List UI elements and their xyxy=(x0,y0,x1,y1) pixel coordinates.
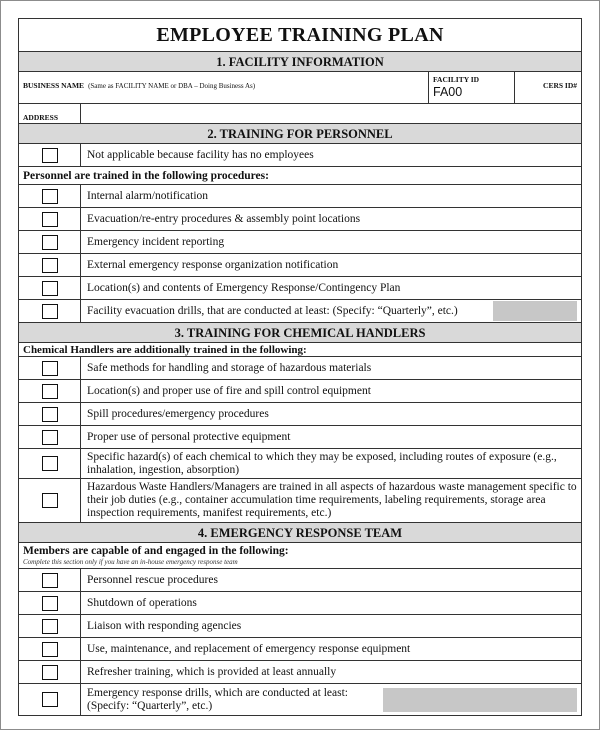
checklist-row xyxy=(19,380,581,403)
checklist-row xyxy=(19,208,581,231)
checkbox-cell xyxy=(19,661,81,683)
address-field[interactable] xyxy=(81,104,581,123)
checklist-item-cell xyxy=(81,300,581,322)
facility-id-label: FACILITY ID xyxy=(433,75,480,84)
checklist-item-text: Liaison with responding agencies xyxy=(87,619,242,632)
checklist-row xyxy=(19,231,581,254)
checklist-row-not-applicable xyxy=(19,144,581,167)
checkbox-cell xyxy=(19,426,81,448)
checkbox[interactable] xyxy=(42,407,58,422)
checklist-row xyxy=(19,661,581,684)
checklist-item-text: Specific hazard(s) of each chemical to which they may be exposed, including routes of exposure (e.g., inhalation, ingestion, absorption) xyxy=(87,450,557,476)
checkbox[interactable] xyxy=(42,281,58,296)
checkbox-cell xyxy=(19,638,81,660)
checklist-row xyxy=(19,357,581,380)
checkbox[interactable] xyxy=(42,304,58,319)
checklist-row xyxy=(19,300,581,323)
section-3-subheading: Chemical Handlers are additionally trained in the following: xyxy=(19,343,581,357)
checkbox[interactable] xyxy=(42,456,58,471)
checkbox[interactable] xyxy=(42,189,58,204)
specify-frequency-field[interactable] xyxy=(383,688,577,712)
checkbox-cell xyxy=(19,380,81,402)
business-name-row xyxy=(19,72,581,104)
checklist-item-text: Facility evacuation drills, that are conducted at least: (Specify: “Quarterly”, etc.) xyxy=(87,304,458,317)
form-title: EMPLOYEE TRAINING PLAN xyxy=(19,19,581,52)
address-row xyxy=(19,104,581,124)
business-name-label: BUSINESS NAME xyxy=(23,81,85,90)
checklist-item-text: Use, maintenance, and replacement of emergency response equipment xyxy=(87,642,411,655)
checkbox[interactable] xyxy=(42,148,58,163)
checkbox-cell xyxy=(19,277,81,299)
checkbox-cell xyxy=(19,357,81,379)
checkbox-cell xyxy=(19,403,81,425)
checklist-item-text: Shutdown of operations xyxy=(87,596,197,609)
checkbox-cell xyxy=(19,592,81,614)
checklist-item-text: Hazardous Waste Handlers/Managers are trained in all aspects of hazardous waste management specific to their job duties (e.g., container accumulation time requirements, labeling requirements, storage area inspection requirements, manifest requirements, etc.) xyxy=(87,481,577,519)
section-4-heading: 4. EMERGENCY RESPONSE TEAM xyxy=(19,523,581,543)
checkbox[interactable] xyxy=(42,258,58,273)
checkbox-cell xyxy=(19,479,81,522)
checklist-row xyxy=(19,449,581,479)
checklist-row xyxy=(19,615,581,638)
checkbox[interactable] xyxy=(42,430,58,445)
checkbox-cell xyxy=(19,185,81,207)
section-4-note: Complete this section only if you have an in-house emergency response team xyxy=(23,558,238,566)
checklist-item-text: Location(s) and contents of Emergency Response/Contingency Plan xyxy=(87,281,401,294)
checkbox[interactable] xyxy=(42,692,58,707)
checklist-row xyxy=(19,277,581,300)
business-name-field[interactable] xyxy=(19,72,429,103)
checkbox[interactable] xyxy=(42,596,58,611)
checklist-item-text: Personnel rescue procedures xyxy=(87,573,218,586)
checklist-item-text: Refresher training, which is provided at least annually xyxy=(87,665,337,678)
section-2-subheading: Personnel are trained in the following procedures: xyxy=(19,167,581,185)
training-plan-form xyxy=(18,18,582,716)
checklist-item-text: Emergency incident reporting xyxy=(87,235,225,248)
checkbox-cell xyxy=(19,254,81,276)
checkbox-cell xyxy=(19,569,81,591)
checklist-row xyxy=(19,403,581,426)
address-label: ADDRESS xyxy=(23,113,59,122)
checkbox[interactable] xyxy=(42,384,58,399)
checkbox[interactable] xyxy=(42,619,58,634)
checklist-row xyxy=(19,638,581,661)
business-name-note: (Same as FACILITY NAME or DBA – Doing Business As) xyxy=(88,82,256,90)
checklist-item-cell xyxy=(81,684,581,715)
checklist-item-text: Proper use of personal protective equipment xyxy=(87,430,291,443)
facility-id-field[interactable] xyxy=(429,72,515,103)
checkbox[interactable] xyxy=(42,493,58,508)
checklist-row xyxy=(19,479,581,523)
checkbox-cell xyxy=(19,615,81,637)
section-4-subheading-block xyxy=(19,543,581,569)
checkbox-cell xyxy=(19,231,81,253)
checkbox[interactable] xyxy=(42,573,58,588)
checklist-row xyxy=(19,569,581,592)
section-1-heading: 1. FACILITY INFORMATION xyxy=(19,52,581,72)
checklist-item-text: Internal alarm/notification xyxy=(87,189,209,202)
checkbox[interactable] xyxy=(42,361,58,376)
checklist-item-text: Safe methods for handling and storage of hazardous materials xyxy=(87,361,372,374)
facility-id-value: FA00 xyxy=(433,85,463,99)
checklist-item-text: Not applicable because facility has no employees xyxy=(87,148,314,161)
checklist-row xyxy=(19,254,581,277)
checkbox[interactable] xyxy=(42,235,58,250)
cers-id-field[interactable] xyxy=(515,72,581,103)
checkbox-cell xyxy=(19,300,81,322)
checklist-row xyxy=(19,185,581,208)
checklist-row xyxy=(19,592,581,615)
section-4-subheading: Members are capable of and engaged in the following: xyxy=(23,545,289,557)
checkbox[interactable] xyxy=(42,665,58,680)
checkbox-cell xyxy=(19,449,81,478)
checklist-item-text: Spill procedures/emergency procedures xyxy=(87,407,269,420)
checklist-item-text: Emergency response drills, which are conducted at least: (Specify: “Quarterly”, etc.) xyxy=(87,686,349,712)
checkbox[interactable] xyxy=(42,642,58,657)
section-2-heading: 2. TRAINING FOR PERSONNEL xyxy=(19,124,581,144)
checklist-item-text: External emergency response organization notification xyxy=(87,258,339,271)
checkbox-cell xyxy=(19,684,81,715)
checkbox[interactable] xyxy=(42,212,58,227)
section-3-heading: 3. TRAINING FOR CHEMICAL HANDLERS xyxy=(19,323,581,343)
checkbox-cell xyxy=(19,144,81,166)
specify-frequency-field[interactable] xyxy=(493,301,577,321)
checkbox-cell xyxy=(19,208,81,230)
checklist-item-text: Location(s) and proper use of fire and spill control equipment xyxy=(87,384,371,397)
cers-id-label: CERS ID# xyxy=(543,81,577,90)
address-label-cell xyxy=(19,104,81,123)
checklist-item-text: Evacuation/re-entry procedures & assembly point locations xyxy=(87,212,361,225)
checklist-row xyxy=(19,426,581,449)
checklist-row xyxy=(19,684,581,716)
